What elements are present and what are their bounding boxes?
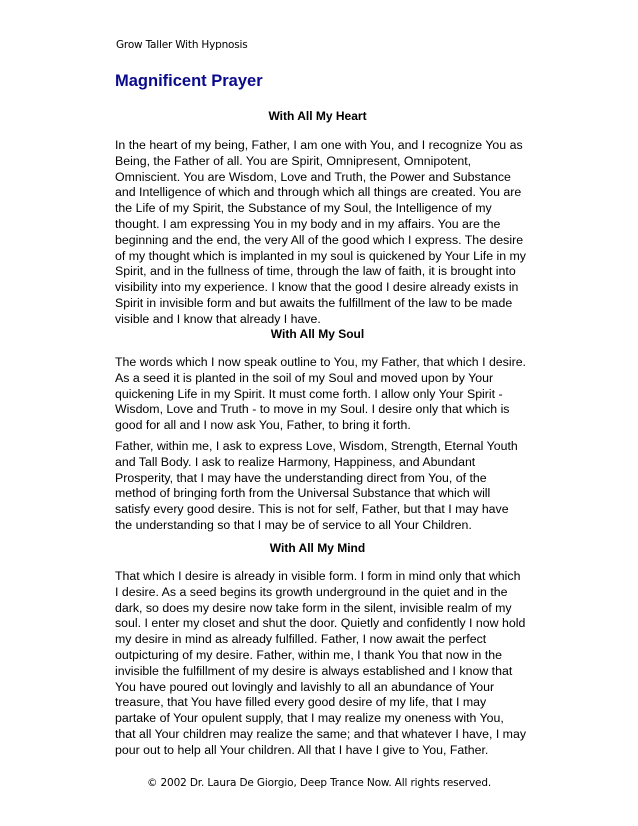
section-heading-heart: With All My Heart [268, 109, 367, 123]
section-heading-mind: With All My Mind [269, 541, 366, 555]
paragraph-heart: In the heart of my being, Father, I am one with You, and I recognize You as Being, the Father of all. You are Spirit, Omnipresent, Omnipotent, Omniscient. You are Wisdom, Love and Truth, the Power and Substance and Intelligence of which and through which all things are created. You are the Life of my Spirit, the Substance of my Soul, the Intelligence of my thought. I am expressing You in my body and in my affairs. You are the beginning and the end, the very All of the good which I express. The desire of my thought which is implanted in my soul is quickened by Your Life in my Spirit, and in the fullness of time, through the law of faith, it is brought into visibility into my experience. I know that the good I desire already exists in Spirit in invisible form and but awaits the fulfillment of the law to be made visible and I know that already I have. [115, 138, 526, 326]
running-header: Grow Taller With Hypnosis [116, 39, 248, 51]
paragraph-soul-2: Father, within me, I ask to express Love, Wisdom, Strength, Eternal Youth and Tall Body. I ask to realize Harmony, Happiness, and Abundant Prosperity, that I may have the understanding direct from You, of the method of bringing forth from the Universal Substance that which will satisfy every good desire. This is not for self, Father, but that I may have the understanding so that I may be of service to all Your Children. [115, 439, 518, 532]
copyright-footer: © 2002 Dr. Laura De Giorgio, Deep Trance Now. All rights reserved. [146, 777, 492, 789]
section-heading-soul: With All My Soul [270, 327, 365, 341]
paragraph-soul-1: The words which I now speak outline to You, my Father, that which I desire. As a seed it is planted in the soil of my Soul and moved upon by Your quickening Life in my Spirit. It must come forth. I allow only Your Spirit - Wisdom, Love and Truth - to move in my Soul. I desire only that which is good for all and I now ask You, Father, to bring it forth. [115, 355, 526, 433]
document-title: Magnificent Prayer [115, 72, 263, 90]
paragraph-mind: That which I desire is already in visible form. I form in mind only that which I desire. As a seed begins its growth underground in the quiet and in the dark, so does my desire now take form in the silent, invisible realm of my soul. I enter my closet and shut the door. Quietly and confidently I now hold my desire in mind as already fulfilled. Father, I now await the perfect outpicturing of my desire. Father, within me, I thank You that now in the invisible the fulfillment of my desire is always established and I know that You have poured out lovingly and lavishly to all an abundance of Your treasure, that You have filled every good desire of my life, that I may partake of Your opulent supply, that I may realize my oneness with You, that all Your children may realize the same; and that whatever I have, I may pour out to help all Your children. All that I have I give to You, Father. [115, 569, 526, 757]
